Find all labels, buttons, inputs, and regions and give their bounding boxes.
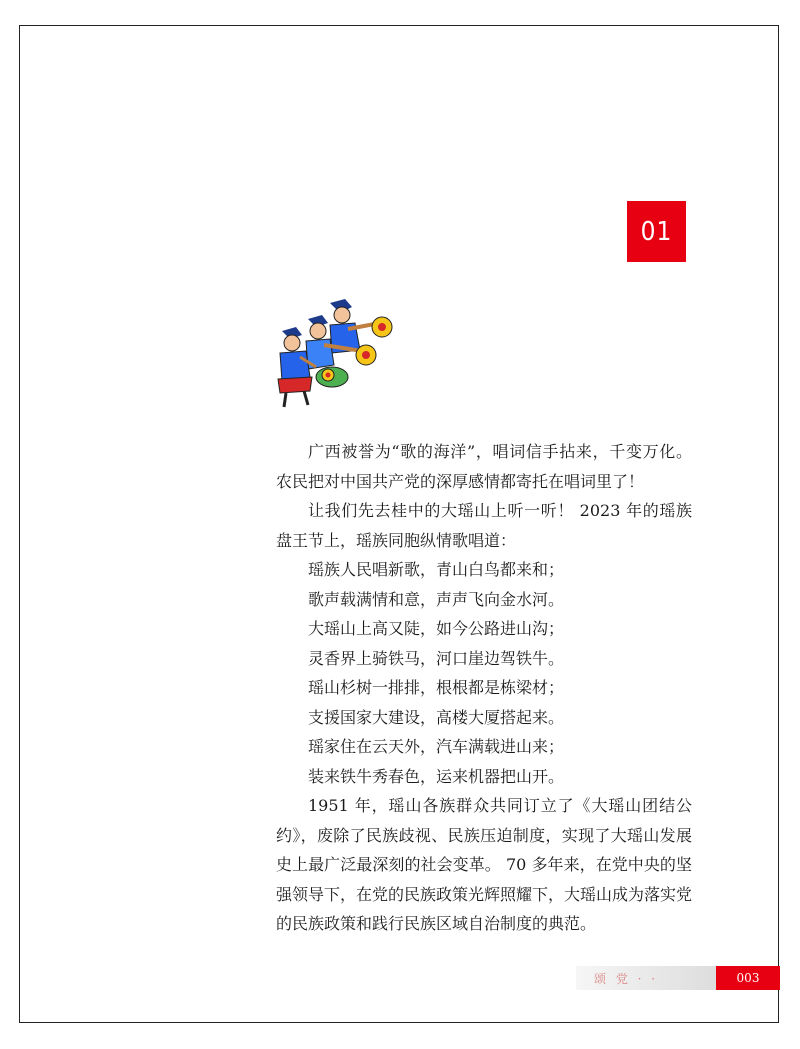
closing-paragraph: 1951 年，瑶山各族群众共同订立了《大瑶山团结公约》，废除了民族歧视、民族压迫制度，实现了大瑶山发展史上最广泛最深刻的社会变革。 70 多年来，在党中央的坚强领导下，在党的民族政策光辉照耀下，大瑶山成为落实党的民族政策和践行民族区域自治制度的典范。 bbox=[276, 796, 693, 933]
chapter-number: 01 bbox=[640, 216, 673, 247]
musician-back bbox=[330, 299, 392, 353]
yao-musicians-illustration bbox=[270, 295, 400, 415]
poem-line: 灵香界上骑铁马，河口崖边驾铁牛。 bbox=[308, 648, 565, 668]
poem-line: 歌声载满情和意，声声飞向金水河。 bbox=[308, 589, 565, 609]
poem-line: 瑶山杉树一排排，根根都是栋梁材； bbox=[308, 678, 565, 697]
body-text bbox=[276, 437, 692, 939]
footer-section-text: 颂 党 · · bbox=[594, 971, 659, 986]
poem-line: 瑶族人民唱新歌，青山白鸟都来和； bbox=[308, 560, 565, 579]
chapter-number-tab bbox=[627, 201, 686, 262]
footer-page-number bbox=[716, 966, 780, 990]
page-number: 003 bbox=[736, 971, 760, 985]
footer-section-label bbox=[576, 966, 716, 990]
poem-line: 大瑶山上高又陡，如今公路进山沟； bbox=[308, 619, 565, 638]
intro-paragraph-2: 让我们先去桂中的大瑶山上听一听！ 2023 年的瑶族盘王节上，瑶族同胞纵情歌唱道： bbox=[276, 501, 692, 550]
poem-line: 装来铁牛秀春色，运来机器把山开。 bbox=[308, 766, 565, 786]
poem-line: 支援国家大建设，高楼大厦搭起来。 bbox=[308, 707, 565, 727]
poem bbox=[276, 555, 692, 791]
poem-line: 瑶家住在云天外，汽车满载进山来； bbox=[308, 737, 565, 756]
intro-paragraph-1: 广西被誉为“歌的海洋”，唱词信手拈来，千变万化。农民把对中国共产党的深厚感情都寄托在唱词里了！ bbox=[276, 442, 692, 491]
